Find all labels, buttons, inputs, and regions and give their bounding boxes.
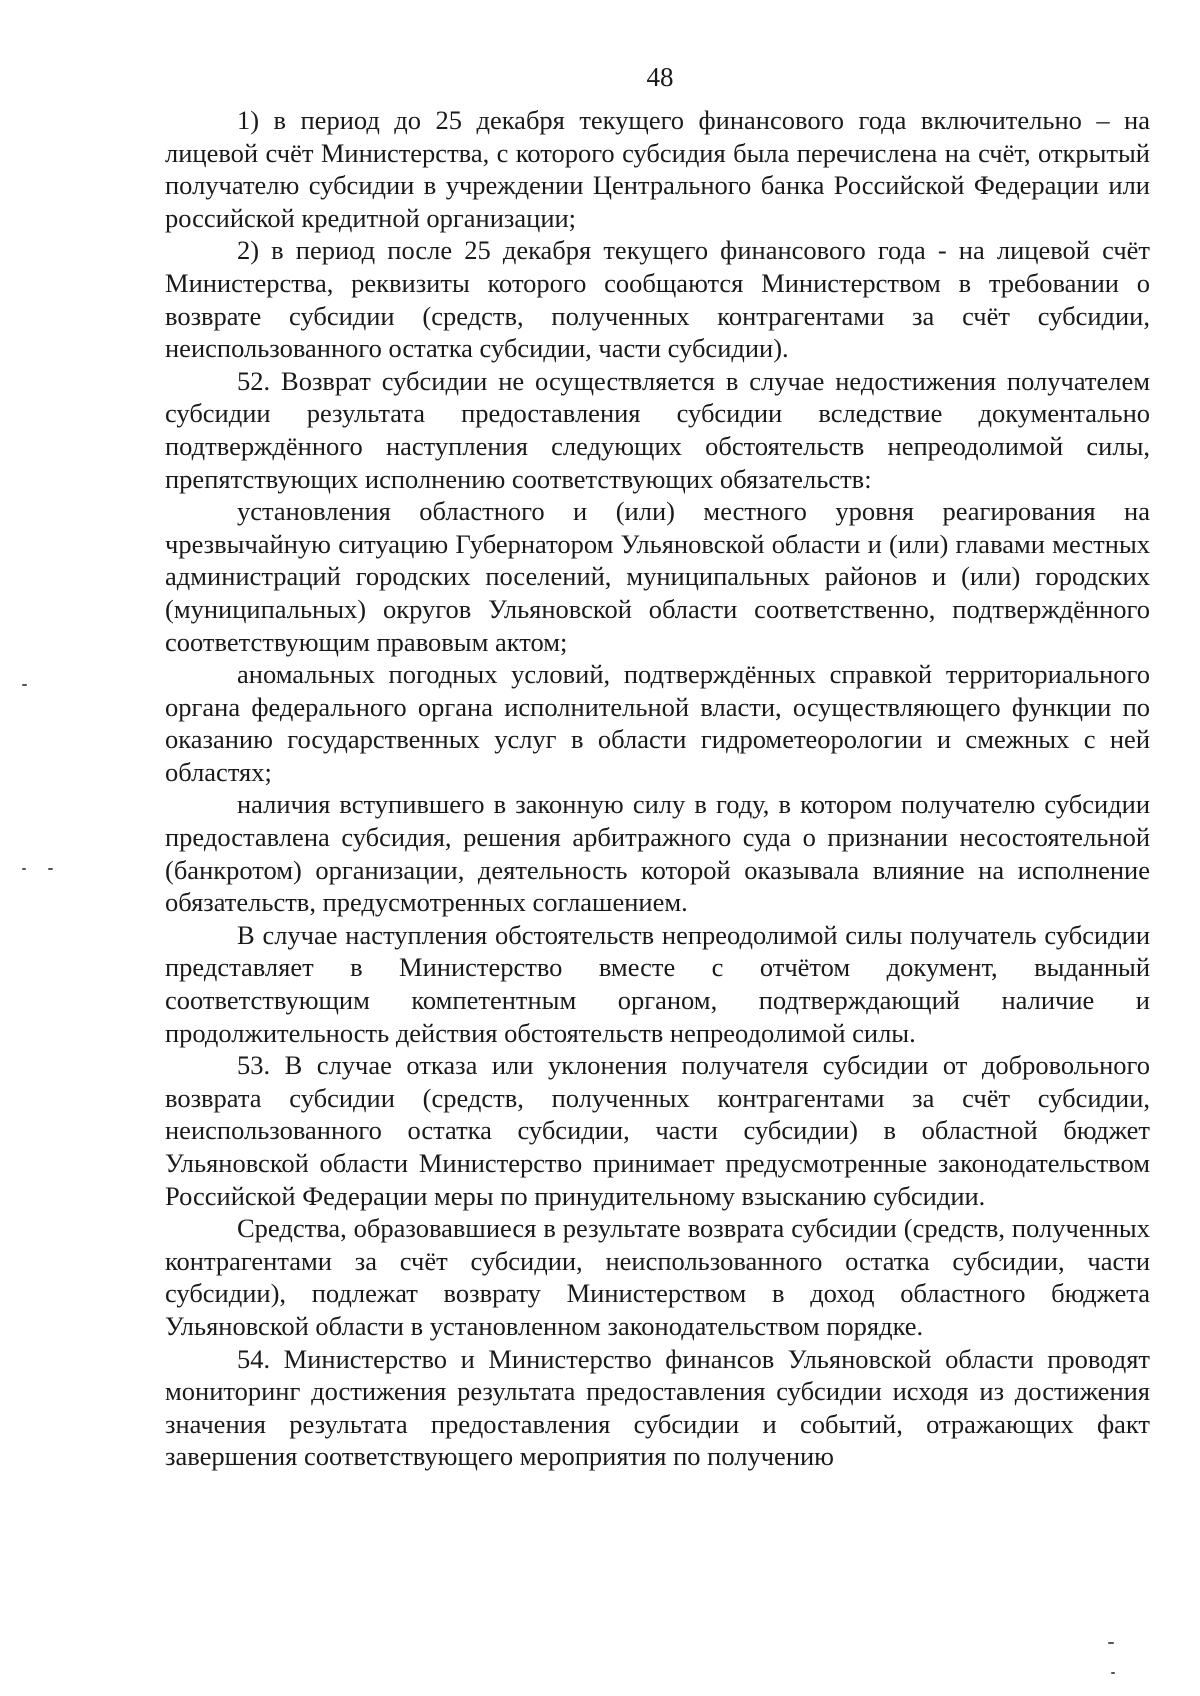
paragraph-bankruptcy: наличия вступившего в законную силу в году, в котором получателю субсидии предоставлена субсидия, решения арбитражного суда о признании несостоятельной (банкротом) организации, деятельность которой оказывала влияние на исполнение обязательств, предусмотренных соглашением. <box>165 789 1150 918</box>
paragraph-return-after-dec-25: 2) в период после 25 декабря текущего финансового года - на лицевой счёт Министерства, реквизиты которого сообщаются Министерством в требовании о возврате субсидии (средств, полученных контрагентами за счёт субсидии, неиспользованного остатка субсидии, части субсидии). <box>165 235 1150 364</box>
paragraph-return-before-dec-25: 1) в период до 25 декабря текущего финансового года включительно – на лицевой счёт Министерства, с которого субсидия была перечислена на счёт, открытый получателю субсидии в учреждении Центрального банка Российской Федерации или российской кредитной организации; <box>165 105 1150 233</box>
paragraph-clause-52: 52. Возврат субсидии не осуществляется в случае недостижения получателем субсидии результата предоставления субсидии вследствие документально подтверждённого наступления следующих обстоятельств непреодолимой силы, препятствующих исполнению соответствующих обязательств: <box>165 365 1150 494</box>
paragraph-force-majeure-document: В случае наступления обстоятельств непреодолимой силы получатель субсидии представляет в Министерство вместе с отчётом документ, выданный соответствующим компетентным органом, подтверждающий наличие и продолжительность действия обстоятельств непреодолимой силы. <box>165 919 1150 1048</box>
scan-speck <box>48 868 53 870</box>
paragraph-clause-54: 54. Министерство и Министерство финансов Ульяновской области проводят мониторинг достижения результата предоставления субсидии исходя из достижения значения результата предоставления субсидии и событий, отражающих факт завершения соответствующего мероприятия по получению <box>165 1343 1150 1472</box>
scan-speck <box>22 868 26 870</box>
document-body <box>165 104 1150 1473</box>
scan-speck <box>1111 1672 1115 1674</box>
page-number: 48 <box>646 62 674 92</box>
paragraph-returned-funds: Средства, образовавшиеся в результате возврата субсидии (средств, полученных контрагентами за счёт субсидии, неиспользованного остатка субсидии, части субсидии), подлежат возврату Министерством в доход областного бюджета Ульяновской области в установленном законодательством порядке. <box>165 1213 1150 1341</box>
scan-speck <box>1108 1642 1114 1644</box>
paragraph-weather-conditions: аномальных погодных условий, подтверждённых справкой территориального органа федерального органа исполнительной власти, осуществляющего функции по оказанию государственных услуг в области гидрометеорологии и смежных с ней областях; <box>165 659 1150 787</box>
paragraph-clause-53: 53. В случае отказа или уклонения получателя субсидии от добровольного возврата субсидии (средств, полученных контрагентами за счёт субсидии, неиспользованного остатка субсидии, части субсидии) в областной бюджет Ульяновской области Министерство принимает предусмотренные законодательством Российской Федерации меры по принудительному взысканию субсидии. <box>165 1050 1150 1211</box>
scan-speck <box>22 684 27 686</box>
paragraph-emergency-situation: установления областного и (или) местного уровня реагирования на чрезвычайную ситуацию Губернатором Ульяновской области и (или) главами местных администраций городских поселений, муниципальных районов и (или) городских (муниципальных) округов Ульяновской области соответственно, подтверждённого соответствующим правовым актом; <box>165 496 1150 657</box>
